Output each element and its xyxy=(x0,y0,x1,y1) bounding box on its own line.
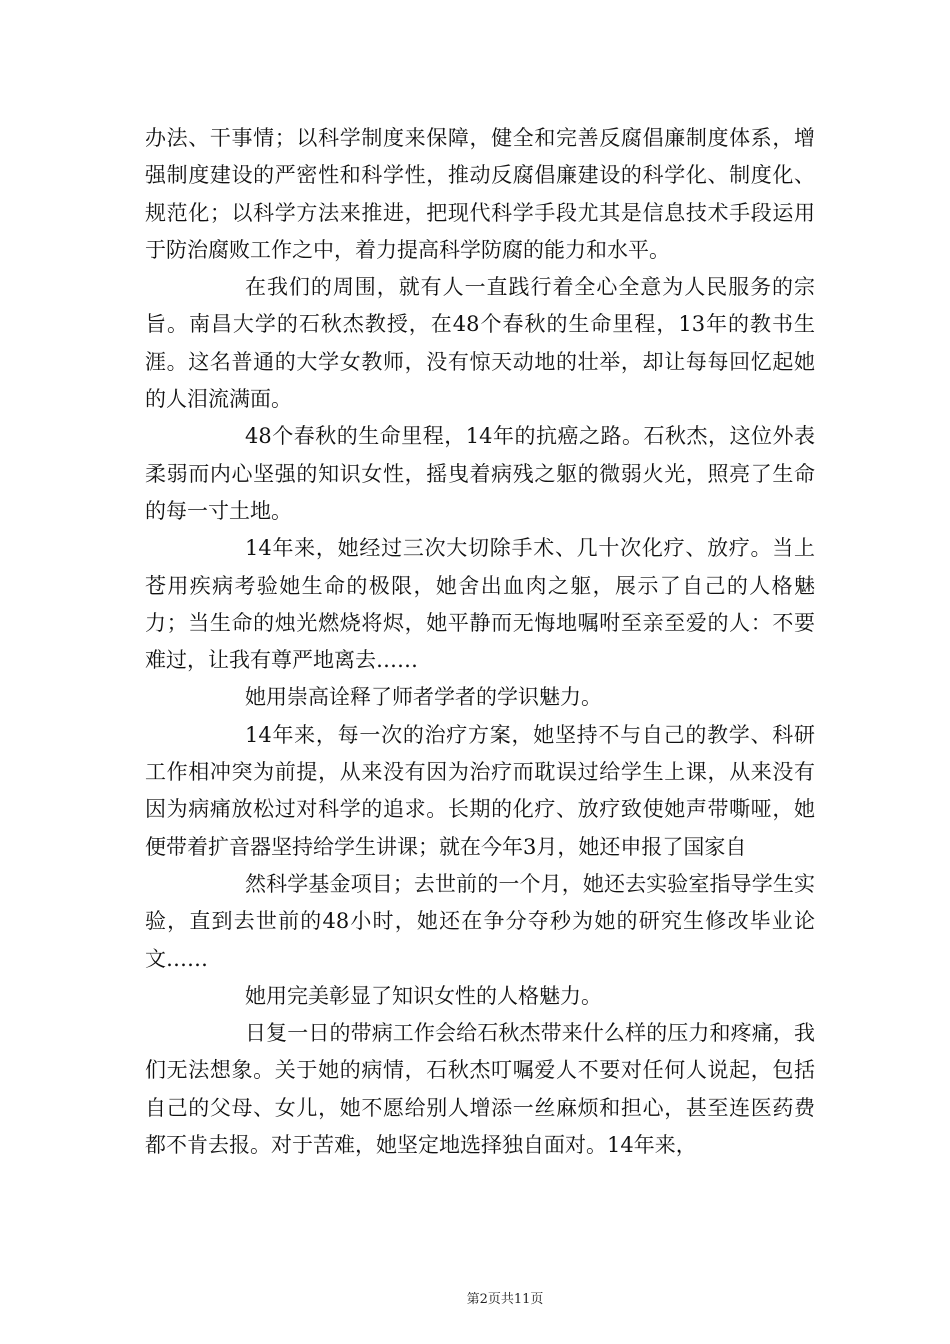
paragraph-2: 在我们的周围，就有人一直践行着全心全意为人民服务的宗旨。南昌大学的石秋杰教授，在48个春秋的生命里程，13年的教书生涯。这名普通的大学女教师，没有惊天动地的壮举，却让每每回忆起她的人泪流满面。 xyxy=(145,275,815,412)
paragraph-7: 然科学基金项目；去世前的一个月，她还去实验室指导学生实验，直到去世前的48小时，她还在争分夺秒为她的研究生修改毕业论文…… xyxy=(145,871,815,971)
document-body xyxy=(145,120,815,1164)
paragraph-4: 14年来，她经过三次大切除手术、几十次化疗、放疗。当上苍用疾病考验她生命的极限，她舍出血肉之躯，展示了自己的人格魅力；当生命的烛光燃烧将烬，她平静而无悔地嘱咐至亲至爱的人：不要难过，让我有尊严地离去…… xyxy=(145,536,815,673)
paragraph-1: 办法、干事情；以科学制度来保障，健全和完善反腐倡廉制度体系，增强制度建设的严密性和科学性，推动反腐倡廉建设的科学化、制度化、规范化；以科学方法来推进，把现代科学手段尤其是信息技术手段运用于防治腐败工作之中，着力提高科学防腐的能力和水平。 xyxy=(145,126,815,262)
paragraph-5: 她用崇高诠释了师者学者的学识魅力。 xyxy=(245,685,602,710)
paragraph-8: 她用完美彰显了知识女性的人格魅力。 xyxy=(245,983,602,1008)
paragraph-9: 日复一日的带病工作会给石秋杰带来什么样的压力和疼痛，我们无法想象。关于她的病情，石秋杰叮嘱爱人不要对任何人说起，包括自己的父母、女儿，她不愿给别人增添一丝麻烦和担心，甚至连医药费都不肯去报。对于苦难，她坚定地选择独自面对。14年来， xyxy=(145,1021,815,1158)
page-number-footer: 第2页共11页 xyxy=(466,1292,544,1307)
paragraph-3: 48个春秋的生命里程，14年的抗癌之路。石秋杰，这位外表柔弱而内心坚强的知识女性，摇曳着病残之躯的微弱火光，照亮了生命的每一寸土地。 xyxy=(145,424,815,523)
paragraph-6: 14年来，每一次的治疗方案，她坚持不与自己的教学、科研工作相冲突为前提，从来没有因为治疗而耽误过给学生上课，从来没有因为病痛放松过对科学的追求。长期的化疗、放疗致使她声带嘶哑，她便带着扩音器坚持给学生讲课；就在今年3月，她还申报了国家自 xyxy=(145,722,815,859)
